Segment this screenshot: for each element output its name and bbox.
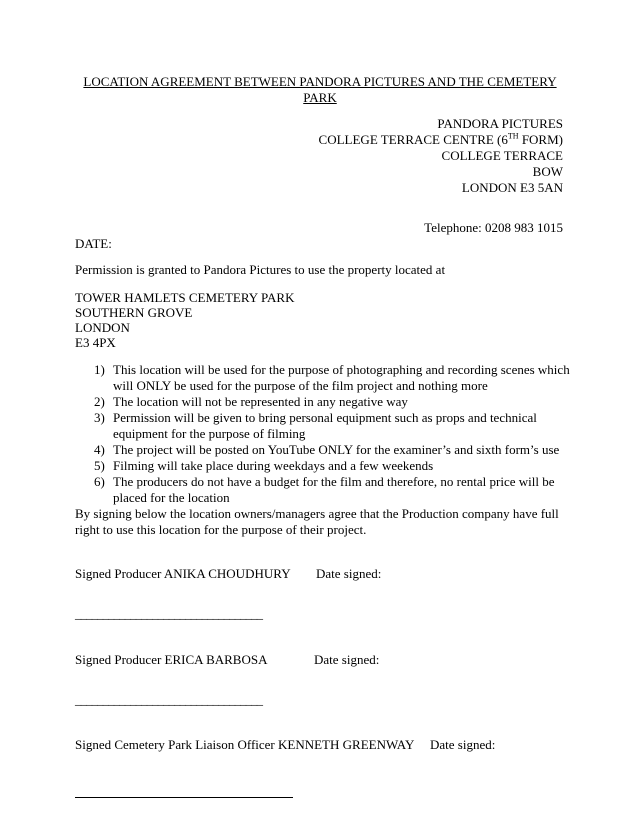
term-item [75, 362, 575, 394]
term-text-line: placed for the location [113, 490, 230, 505]
term-text-line: will ONLY be used for the purpose of the film project and nothing more [113, 378, 488, 393]
signature-label-producer-1: Signed Producer ANIKA CHOUDHURY [75, 566, 291, 581]
property-address-line-4: E3 4PX [75, 335, 116, 350]
sender-address-line-2: COLLEGE TERRACE [441, 148, 563, 163]
term-item [75, 442, 575, 458]
property-address-line-3: LONDON [75, 320, 130, 335]
term-text-line: This location will be used for the purpose of photographing and recording scenes which [113, 362, 570, 377]
signing-statement-line-2: right to use this location for the purpose of their project. [75, 522, 367, 537]
permission-statement: Permission is granted to Pandora Pictures to use the property located at [75, 262, 446, 277]
property-address-line-1: TOWER HAMLETS CEMETERY PARK [75, 290, 295, 305]
signature-line-3[interactable] [75, 797, 293, 798]
term-text-line: Filming will take place during weekdays and a few weekends [113, 458, 434, 473]
date-label: DATE: [75, 236, 112, 251]
sender-address-line-4: LONDON E3 5AN [461, 180, 563, 195]
term-number: 5) [94, 458, 105, 473]
signature-line-2[interactable]: __________________________________ [75, 692, 262, 707]
term-number: 4) [94, 442, 105, 457]
date-signed-label-2: Date signed: [314, 652, 380, 667]
date-signed-label-1: Date signed: [316, 566, 382, 581]
term-number: 2) [94, 394, 105, 409]
date-signed-label-3: Date signed: [430, 737, 496, 752]
signing-statement-line-1: By signing below the location owners/managers agree that the Production company have full [75, 506, 559, 521]
term-item [75, 474, 575, 506]
term-number: 3) [94, 410, 105, 425]
term-text-line: The project will be posted on YouTube ONLY for the examiner’s and sixth form’s use [113, 442, 560, 457]
sender-address-line-1: COLLEGE TERRACE CENTRE (6TH FORM) [318, 131, 563, 147]
term-text-line: The producers do not have a budget for the film and therefore, no rental price will be [113, 474, 555, 489]
signature-line-1[interactable]: __________________________________ [75, 606, 262, 621]
term-number: 6) [94, 474, 105, 489]
term-text-line: equipment for the purpose of filming [113, 426, 306, 441]
terms-list [75, 362, 575, 506]
term-item [75, 458, 575, 474]
term-number: 1) [94, 362, 105, 377]
property-address-line-2: SOUTHERN GROVE [75, 305, 193, 320]
term-item [75, 394, 575, 410]
sender-name: PANDORA PICTURES [437, 116, 563, 131]
signature-label-liaison-officer: Signed Cemetery Park Liaison Officer KENNETH GREENWAY [75, 737, 415, 752]
title-line-1: LOCATION AGREEMENT BETWEEN PANDORA PICTURES AND THE CEMETERY [83, 74, 557, 89]
signature-label-producer-2: Signed Producer ERICA BARBOSA [75, 652, 268, 667]
term-item [75, 410, 575, 442]
term-text-line: Permission will be given to bring personal equipment such as props and technical [113, 410, 537, 425]
term-text-line: The location will not be represented in any negative way [113, 394, 408, 409]
sender-telephone: Telephone: 0208 983 1015 [424, 220, 563, 235]
sender-address-line-3: BOW [532, 164, 563, 179]
title-line-2: PARK [303, 90, 337, 105]
